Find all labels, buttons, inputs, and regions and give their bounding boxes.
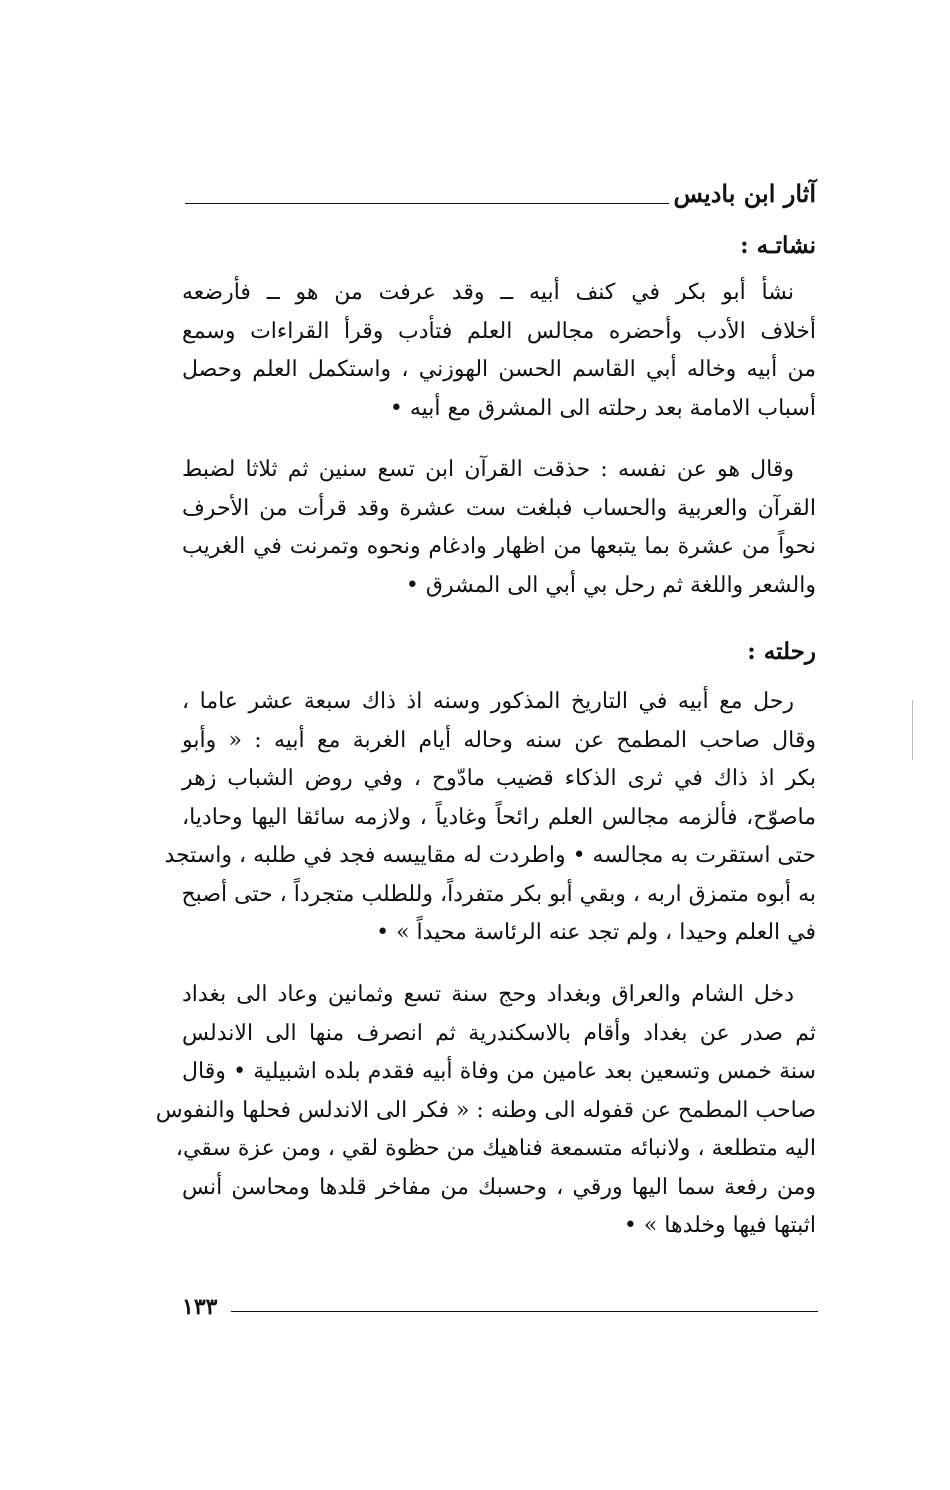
running-title: آثار ابن باديس (673, 179, 816, 208)
text-line: في العلم وحيدا ، ولم تجد عنه الرئاسة محيداً » • (376, 920, 816, 945)
text-line: ومن رفعة سما اليها ورقي ، وحسبك من مفاخر قلدها ومحاسن أنس (182, 1174, 816, 1200)
text-line: حتى استقرت به مجالسه • واطردت له مقاييسه فجد في طلبه ، واستجد (164, 843, 816, 868)
text-line: أخلاف الأدب وأحضره مجالس العلم فتأدب وقرأ القراءات وسمع (182, 318, 816, 344)
text-line: ثم صدر عن بغداد وأقام بالاسكندرية ثم انصرف منها الى الاندلس (182, 1020, 816, 1046)
text-line: نشأ أبو بكر في كنف أبيه ــ وقد عرفت من هو ــ فأرضعه (182, 280, 794, 305)
text-line: القرآن والعربية والحساب فبلغت ست عشرة وقد قرأت من الأحرف (182, 495, 816, 521)
text-line: وقال هو عن نفسه : حذقت القرآن ابن تسع سنين ثم ثلاثا لضبط (182, 457, 794, 482)
text-line: سنة خمس وتسعين بعد عامين من وفاة أبيه فقدم بلده اشبيلية • وقال (182, 1059, 816, 1084)
text-line: أسباب الامامة بعد رحلته الى المشرق مع أبيه • (389, 395, 816, 421)
text-line: رحل مع أبيه في التاريخ المذكور وسنه اذ ذاك سبعة عشر عاما ، (182, 689, 794, 714)
text-line: به أبوه متمزق اربه ، وبقي أبو بكر متفرداً، وللطلب متجرداً ، حتى أصبح (181, 881, 816, 907)
text-line: اليه متطلعة ، ولانبائه متسمعة فناهيك من حظوة لقي ، ومن عزة سقي، (175, 1136, 816, 1161)
text-line: ماصوّح، فألزمه مجالس العلم رائحاً وغادياً ، ولازمه سائقا اليها وحاديا، (182, 804, 816, 830)
footer-rule (231, 1311, 818, 1312)
paragraph (182, 274, 816, 428)
text-line: دخل الشام والعراق وبغداد وحج سنة تسع وثمانين وعاد الى بغداد (182, 982, 794, 1007)
text-line: اثبتها فيها وخلدها » • (623, 1213, 816, 1238)
paragraph (155, 976, 816, 1246)
paragraph (182, 451, 816, 605)
header-rule (185, 203, 669, 204)
text-line: من أبيه وخاله أبي القاسم الحسن الهوزني ، واستكمل العلم وحصل (182, 357, 816, 382)
section-heading-upbringing: نشاتـه : (740, 232, 816, 259)
running-header (185, 176, 816, 208)
text-line: صاحب المطمح عن قفوله الى وطنه : « فكر الى الاندلس فحلها والنفوس (155, 1097, 816, 1123)
page-footer (182, 1290, 818, 1320)
page-number: ١٣٣ (182, 1294, 218, 1320)
text-line: بكر اذ ذاك في ثرى الذكاء قضيب مادّوح ، وفي روض الشباب زهر (182, 766, 816, 791)
text-line: نحواً من عشرة بما يتبعها من اظهار وادغام ونحوه وتمرنت في الغريب (182, 534, 816, 559)
text-line: والشعر واللغة ثم رحل بي أبي الى المشرق • (405, 572, 816, 598)
text-line: وقال صاحب المطمح عن سنه وحاله أيام الغربة مع أبيه : « وأبو (182, 727, 816, 753)
paragraph (164, 683, 816, 953)
scan-edge-mark (912, 700, 913, 760)
section-heading-journey: رحلته : (747, 638, 816, 665)
